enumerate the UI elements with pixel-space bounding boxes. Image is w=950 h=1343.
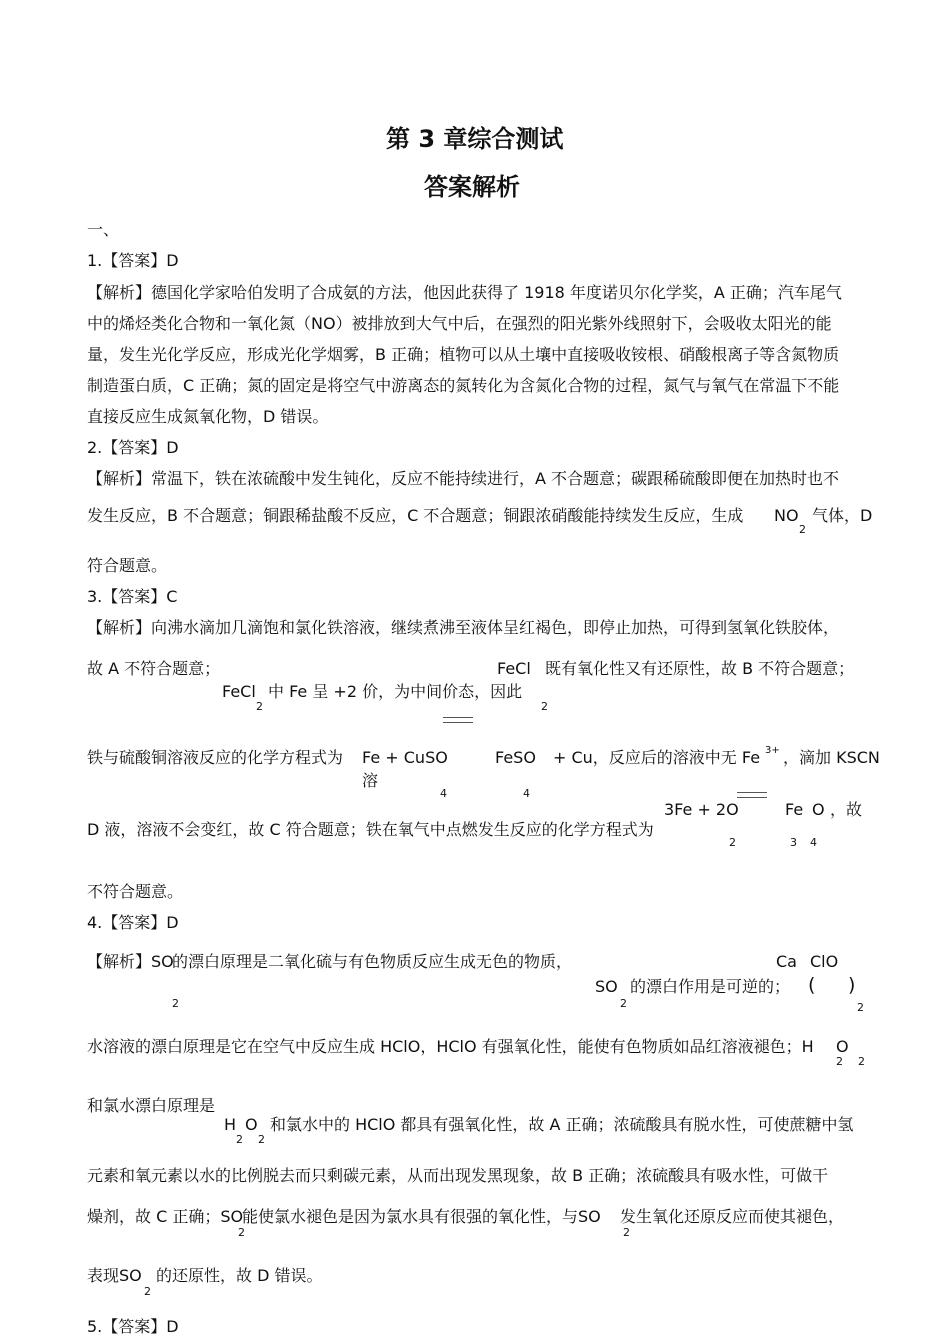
q2-line-2-end: 气体，D bbox=[812, 506, 873, 525]
q3-sub-cuso4: 4 bbox=[440, 787, 447, 800]
q4-sub-h2: 2 bbox=[836, 1055, 843, 1068]
q3-sub-o4: 4 bbox=[810, 836, 817, 849]
q1-line-4: 制造蛋白质，C 正确；氮的固定是将空气中游离态的氮转化为含氮化合物的过程，氮气与氧气在常温下不能 bbox=[87, 376, 840, 395]
q4-line-5a: 燥剂，故 C 正确；SO bbox=[87, 1207, 244, 1226]
q4-line-5b: 能使氯水褪色是因为氯水具有很强的氧化性，与SO bbox=[242, 1207, 601, 1226]
q4-line-6b: 的还原性，故 D 错误。 bbox=[156, 1266, 323, 1285]
q3-eq2-reactants: 3Fe + 2O bbox=[664, 800, 739, 819]
page-title: 第 3 章综合测试 bbox=[386, 125, 564, 153]
q4-sub-o2-b: 2 bbox=[258, 1133, 265, 1146]
q4-sub-so2-e: 2 bbox=[144, 1285, 151, 1298]
q1-line-3: 量，发生光化学反应，形成光化学烟雾，B 正确；植物可以从土壤中直接吸收铵根、硝酸根离子等含氮物质 bbox=[87, 345, 840, 364]
q3-line-4-end: ，滴加 KSCN bbox=[783, 748, 880, 767]
q4-line-1c: 的漂白作用是可逆的； bbox=[630, 977, 791, 996]
q3-line-6: 不符合题意。 bbox=[87, 882, 184, 901]
q4-paren-right: ) bbox=[848, 974, 856, 996]
q3-eq1-product: FeSO bbox=[495, 748, 536, 767]
q4-formula-o: O bbox=[245, 1115, 258, 1134]
q4-answer: 4.【答案】D bbox=[87, 913, 179, 932]
q3-formula-fecl2-a: FeCl bbox=[497, 659, 531, 678]
q3-line-2-mid: 既有氧化性又有还原性，故 B 不符合题意； bbox=[545, 659, 855, 678]
q4-sub-so2-c: 2 bbox=[238, 1226, 245, 1239]
q1-line-1: 【解析】德国化学家哈伯发明了合成氨的方法，他因此获得了 1918 年度诺贝尔化学奖，A 正确；汽车尾气 bbox=[87, 283, 842, 302]
q4-line-1a: 【解析】SO bbox=[87, 952, 174, 971]
q4-formula-so2-a: SO bbox=[595, 977, 618, 996]
q2-answer: 2.【答案】D bbox=[87, 438, 179, 457]
q3-sub-o2: 2 bbox=[729, 836, 736, 849]
q4-line-6a: 表现SO bbox=[87, 1266, 142, 1285]
q3-eq1-rest: + Cu，反应后的溶液中无 Fe bbox=[553, 748, 761, 767]
q4-line-4: 元素和氧元素以水的比例脱去而只剩碳元素，从而出现发黑现象，故 B 正确；浓硫酸具有吸水性，可做干 bbox=[87, 1166, 829, 1185]
q5-answer: 5.【答案】D bbox=[87, 1317, 179, 1336]
q3-eq2-o: O bbox=[812, 800, 825, 819]
q1-line-2: 中的烯烃类化合物和一氧化氮（NO）被排放到大气中后，在强烈的阳光紫外线照射下，会吸收太阳光的能 bbox=[87, 314, 832, 333]
q2-line-2: 发生反应，B 不合题意；铜跟稀盐酸不反应，C 不合题意；铜跟浓硝酸能持续发生反应，生成 bbox=[87, 506, 744, 525]
q1-answer: 1.【答案】D bbox=[87, 251, 179, 270]
q4-formula-ca: Ca bbox=[776, 952, 797, 971]
q4-formula-h2o2-o: O bbox=[836, 1037, 849, 1056]
q1-line-5: 直接反应生成氮氧化物，D 错误。 bbox=[87, 407, 329, 426]
q3-superscript: 3+ bbox=[765, 745, 780, 756]
q3-equals-sign-2 bbox=[737, 792, 767, 798]
q3-answer: 3.【答案】C bbox=[87, 587, 178, 606]
q4-sub-h2-b: 2 bbox=[236, 1133, 243, 1146]
q3-rong: 溶 bbox=[362, 771, 379, 790]
q2-formula-no: NO bbox=[774, 506, 799, 525]
q2-line-3: 符合题意。 bbox=[87, 556, 168, 575]
page-subtitle: 答案解析 bbox=[424, 173, 520, 201]
q3-line-5a: D 液，溶液不会变红，故 C 符合题意；铁在氧气中点燃发生反应的化学方程式为 bbox=[87, 820, 654, 839]
q3-sub-feso4: 4 bbox=[523, 787, 530, 800]
q3-line-1: 【解析】向沸水滴加几滴饱和氯化铁溶液，继续煮沸至液体呈红褐色，即停止加热，可得到氢氧化铁胶体， bbox=[87, 618, 840, 637]
q2-subscript: 2 bbox=[799, 523, 806, 536]
q3-line-5-end: ，故 bbox=[830, 800, 863, 819]
q3-eq1-reactants: Fe + CuSO bbox=[362, 748, 448, 767]
q4-paren-left: ( bbox=[808, 974, 816, 996]
q4-sub-so2-b: 2 bbox=[620, 997, 627, 1010]
q4-sub-clo2: 2 bbox=[857, 1001, 864, 1014]
q3-line-3: 中 Fe 呈 +2 价，为中间价态，因此 bbox=[268, 682, 523, 701]
q4-line-2: 水溶液的漂白原理是它在空气中反应生成 HClO，HClO 有强氧化性，能使有色物质如品红溶液褪色；H bbox=[87, 1037, 814, 1056]
q3-sub-fe3: 3 bbox=[790, 836, 797, 849]
q3-formula-fecl2-b: FeCl bbox=[222, 682, 256, 701]
q4-sub-so2-a: 2 bbox=[172, 997, 179, 1010]
section-label: 一、 bbox=[87, 220, 120, 239]
q4-line-3b: 和氯水中的 HClO 都具有强氧化性，故 A 正确；浓硫酸具有脱水性，可使蔗糖中氢 bbox=[270, 1115, 854, 1134]
q4-line-3: 和氯水漂白原理是 bbox=[87, 1096, 216, 1115]
q4-formula-h: H bbox=[224, 1115, 237, 1134]
q3-sub-fecl2-a: 2 bbox=[541, 700, 548, 713]
q3-eq2-fe: Fe bbox=[785, 800, 804, 819]
q4-formula-clo: ClO bbox=[810, 952, 839, 971]
q3-line-2: 故 A 不符合题意； bbox=[87, 659, 221, 678]
q4-line-5c: 发生氧化还原反应而使其褪色， bbox=[620, 1207, 845, 1226]
q3-equals-sign-1 bbox=[443, 717, 473, 723]
q4-line-1b: 的漂白原理是二氧化硫与有色物质反应生成无色的物质， bbox=[172, 952, 573, 971]
q3-line-4a: 铁与硫酸铜溶液反应的化学方程式为 bbox=[87, 748, 344, 767]
q2-line-1: 【解析】常温下，铁在浓硫酸中发生钝化，反应不能持续进行，A 不合题意；碳跟稀硫酸即便在加热时也不 bbox=[87, 469, 840, 488]
q4-sub-o2: 2 bbox=[858, 1055, 865, 1068]
q3-sub-fecl2-b: 2 bbox=[256, 700, 263, 713]
q4-sub-so2-d: 2 bbox=[623, 1226, 630, 1239]
